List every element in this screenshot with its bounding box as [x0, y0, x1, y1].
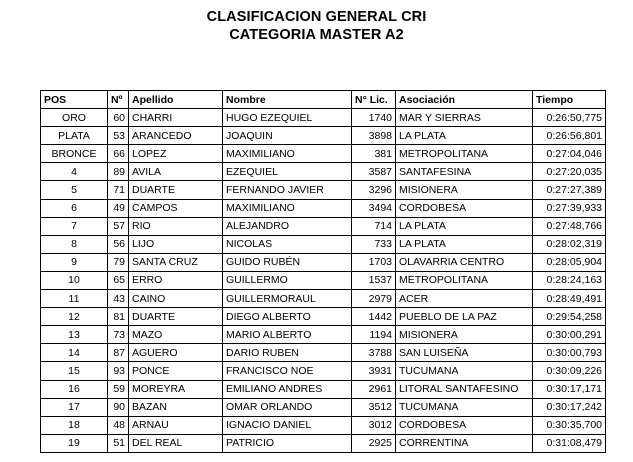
results-table	[40, 90, 606, 453]
cell-asociacion: CORDOBESA	[396, 199, 533, 217]
cell-tiempo: 0:28:02,319	[533, 235, 606, 253]
cell-apellido: MAZO	[129, 326, 223, 344]
cell-apellido: DUARTE	[129, 308, 223, 326]
cell-number: 43	[108, 290, 129, 308]
cell-nombre: ALEJANDRO	[223, 217, 352, 235]
cell-nombre: GUIDO RUBÉN	[223, 253, 352, 271]
cell-pos: 16	[41, 380, 108, 398]
cell-number: 90	[108, 398, 129, 416]
cell-nombre: JOAQUIN	[223, 127, 352, 145]
cell-tiempo: 0:29:54,258	[533, 308, 606, 326]
cell-nombre: MARIO ALBERTO	[223, 326, 352, 344]
cell-licencia: 1703	[352, 253, 396, 271]
cell-tiempo: 0:31:08,479	[533, 434, 606, 452]
cell-pos: 6	[41, 199, 108, 217]
cell-licencia: 3296	[352, 181, 396, 199]
cell-nombre: FRANCISCO NOE	[223, 362, 352, 380]
cell-tiempo: 0:27:20,035	[533, 163, 606, 181]
cell-licencia: 3788	[352, 344, 396, 362]
cell-tiempo: 0:28:24,163	[533, 271, 606, 289]
table-row	[41, 181, 606, 199]
cell-tiempo: 0:27:39,933	[533, 199, 606, 217]
cell-apellido: ARANCEDO	[129, 127, 223, 145]
table-row	[41, 398, 606, 416]
cell-number: 60	[108, 109, 129, 127]
table-row	[41, 235, 606, 253]
cell-asociacion: METROPOLITANA	[396, 271, 533, 289]
cell-nombre: OMAR ORLANDO	[223, 398, 352, 416]
cell-apellido: BAZAN	[129, 398, 223, 416]
header-apellido: Apellido	[129, 91, 223, 109]
cell-number: 57	[108, 217, 129, 235]
cell-nombre: EMILIANO ANDRES	[223, 380, 352, 398]
table-row	[41, 380, 606, 398]
cell-tiempo: 0:30:17,171	[533, 380, 606, 398]
cell-apellido: CAMPOS	[129, 199, 223, 217]
document-title	[0, 8, 633, 44]
cell-asociacion: OLAVARRIA CENTRO	[396, 253, 533, 271]
cell-pos: 4	[41, 163, 108, 181]
cell-licencia: 2961	[352, 380, 396, 398]
cell-tiempo: 0:30:35,700	[533, 416, 606, 434]
table-row	[41, 199, 606, 217]
cell-number: 66	[108, 145, 129, 163]
cell-asociacion: CORRENTINA	[396, 434, 533, 452]
cell-licencia: 1194	[352, 326, 396, 344]
cell-pos: 5	[41, 181, 108, 199]
cell-tiempo: 0:30:17,242	[533, 398, 606, 416]
cell-tiempo: 0:30:00,793	[533, 344, 606, 362]
cell-number: 79	[108, 253, 129, 271]
cell-pos: 11	[41, 290, 108, 308]
cell-asociacion: MISIONERA	[396, 326, 533, 344]
title-line-1: CLASIFICACION GENERAL CRI	[206, 9, 427, 25]
title-line-2: CATEGORIA MASTER A2	[229, 27, 404, 43]
cell-tiempo: 0:26:50,775	[533, 109, 606, 127]
cell-pos: 12	[41, 308, 108, 326]
cell-tiempo: 0:28:49,491	[533, 290, 606, 308]
cell-nombre: IGNACIO DANIEL	[223, 416, 352, 434]
cell-pos: 14	[41, 344, 108, 362]
cell-apellido: CHARRI	[129, 109, 223, 127]
cell-pos: 13	[41, 326, 108, 344]
cell-licencia: 3898	[352, 127, 396, 145]
table-row	[41, 308, 606, 326]
cell-tiempo: 0:30:00,291	[533, 326, 606, 344]
cell-asociacion: SANTAFESINA	[396, 163, 533, 181]
cell-licencia: 3931	[352, 362, 396, 380]
header-pos: POS	[41, 91, 108, 109]
cell-asociacion: TUCUMANA	[396, 362, 533, 380]
cell-tiempo: 0:27:27,389	[533, 181, 606, 199]
header-licencia: N° Lic.	[352, 91, 396, 109]
table-row	[41, 344, 606, 362]
cell-apellido: CAINO	[129, 290, 223, 308]
table-row	[41, 326, 606, 344]
cell-nombre: GUILLERMO	[223, 271, 352, 289]
header-asociacion: Asociación	[396, 91, 533, 109]
table-row	[41, 253, 606, 271]
cell-nombre: EZEQUIEL	[223, 163, 352, 181]
cell-number: 93	[108, 362, 129, 380]
cell-licencia: 1442	[352, 308, 396, 326]
cell-pos: BRONCE	[41, 145, 108, 163]
cell-nombre: MAXIMILIANO	[223, 199, 352, 217]
cell-licencia: 3512	[352, 398, 396, 416]
cell-pos: PLATA	[41, 127, 108, 145]
cell-licencia: 1537	[352, 271, 396, 289]
header-tiempo: Tiempo	[533, 91, 606, 109]
table-row	[41, 217, 606, 235]
cell-tiempo: 0:26:56,801	[533, 127, 606, 145]
cell-pos: 10	[41, 271, 108, 289]
cell-pos: 18	[41, 416, 108, 434]
cell-number: 49	[108, 199, 129, 217]
cell-apellido: RIO	[129, 217, 223, 235]
table-row	[41, 127, 606, 145]
cell-apellido: AGUERO	[129, 344, 223, 362]
cell-asociacion: LITORAL SANTAFESINO	[396, 380, 533, 398]
cell-licencia: 1740	[352, 109, 396, 127]
cell-tiempo: 0:28:05,904	[533, 253, 606, 271]
cell-apellido: AVILA	[129, 163, 223, 181]
cell-nombre: NICOLAS	[223, 235, 352, 253]
cell-licencia: 3587	[352, 163, 396, 181]
cell-pos: 9	[41, 253, 108, 271]
cell-apellido: LIJO	[129, 235, 223, 253]
cell-licencia: 381	[352, 145, 396, 163]
cell-apellido: LOPEZ	[129, 145, 223, 163]
cell-asociacion: TUCUMANA	[396, 398, 533, 416]
cell-asociacion: METROPOLITANA	[396, 145, 533, 163]
cell-apellido: ERRO	[129, 271, 223, 289]
cell-pos: 19	[41, 434, 108, 452]
cell-apellido: SANTA CRUZ	[129, 253, 223, 271]
table-row	[41, 271, 606, 289]
cell-asociacion: LA PLATA	[396, 235, 533, 253]
cell-number: 73	[108, 326, 129, 344]
cell-asociacion: ACER	[396, 290, 533, 308]
cell-pos: 17	[41, 398, 108, 416]
cell-licencia: 714	[352, 217, 396, 235]
cell-asociacion: LA PLATA	[396, 127, 533, 145]
cell-tiempo: 0:30:09,226	[533, 362, 606, 380]
cell-asociacion: CORDOBESA	[396, 416, 533, 434]
cell-nombre: GUILLERMORAUL	[223, 290, 352, 308]
cell-nombre: FERNANDO JAVIER	[223, 181, 352, 199]
cell-apellido: DEL REAL	[129, 434, 223, 452]
cell-pos: 8	[41, 235, 108, 253]
cell-number: 65	[108, 271, 129, 289]
cell-nombre: DARIO RUBEN	[223, 344, 352, 362]
cell-number: 48	[108, 416, 129, 434]
cell-nombre: MAXIMILIANO	[223, 145, 352, 163]
cell-number: 59	[108, 380, 129, 398]
table-row	[41, 416, 606, 434]
cell-number: 89	[108, 163, 129, 181]
cell-nombre: HUGO EZEQUIEL	[223, 109, 352, 127]
table-row	[41, 362, 606, 380]
results-body	[41, 109, 606, 453]
header-nombre: Nombre	[223, 91, 352, 109]
cell-licencia: 733	[352, 235, 396, 253]
cell-asociacion: MISIONERA	[396, 181, 533, 199]
cell-apellido: ARNAU	[129, 416, 223, 434]
cell-nombre: PATRICIO	[223, 434, 352, 452]
table-row	[41, 434, 606, 452]
cell-pos: 15	[41, 362, 108, 380]
cell-number: 51	[108, 434, 129, 452]
cell-number: 81	[108, 308, 129, 326]
cell-apellido: MOREYRA	[129, 380, 223, 398]
cell-asociacion: MAR Y SIERRAS	[396, 109, 533, 127]
cell-number: 71	[108, 181, 129, 199]
cell-nombre: DIEGO ALBERTO	[223, 308, 352, 326]
table-row	[41, 290, 606, 308]
cell-asociacion: PUEBLO DE LA PAZ	[396, 308, 533, 326]
cell-pos: ORO	[41, 109, 108, 127]
cell-licencia: 2925	[352, 434, 396, 452]
table-row	[41, 163, 606, 181]
cell-licencia: 2979	[352, 290, 396, 308]
table-row	[41, 109, 606, 127]
header-row	[41, 91, 606, 109]
cell-apellido: DUARTE	[129, 181, 223, 199]
cell-pos: 7	[41, 217, 108, 235]
cell-number: 53	[108, 127, 129, 145]
cell-apellido: PONCE	[129, 362, 223, 380]
cell-tiempo: 0:27:04,046	[533, 145, 606, 163]
cell-tiempo: 0:27:48,766	[533, 217, 606, 235]
table-row	[41, 145, 606, 163]
cell-number: 87	[108, 344, 129, 362]
cell-asociacion: LA PLATA	[396, 217, 533, 235]
cell-licencia: 3494	[352, 199, 396, 217]
cell-licencia: 3012	[352, 416, 396, 434]
cell-number: 56	[108, 235, 129, 253]
header-number: Nº	[108, 91, 129, 109]
cell-asociacion: SAN LUISEÑA	[396, 344, 533, 362]
